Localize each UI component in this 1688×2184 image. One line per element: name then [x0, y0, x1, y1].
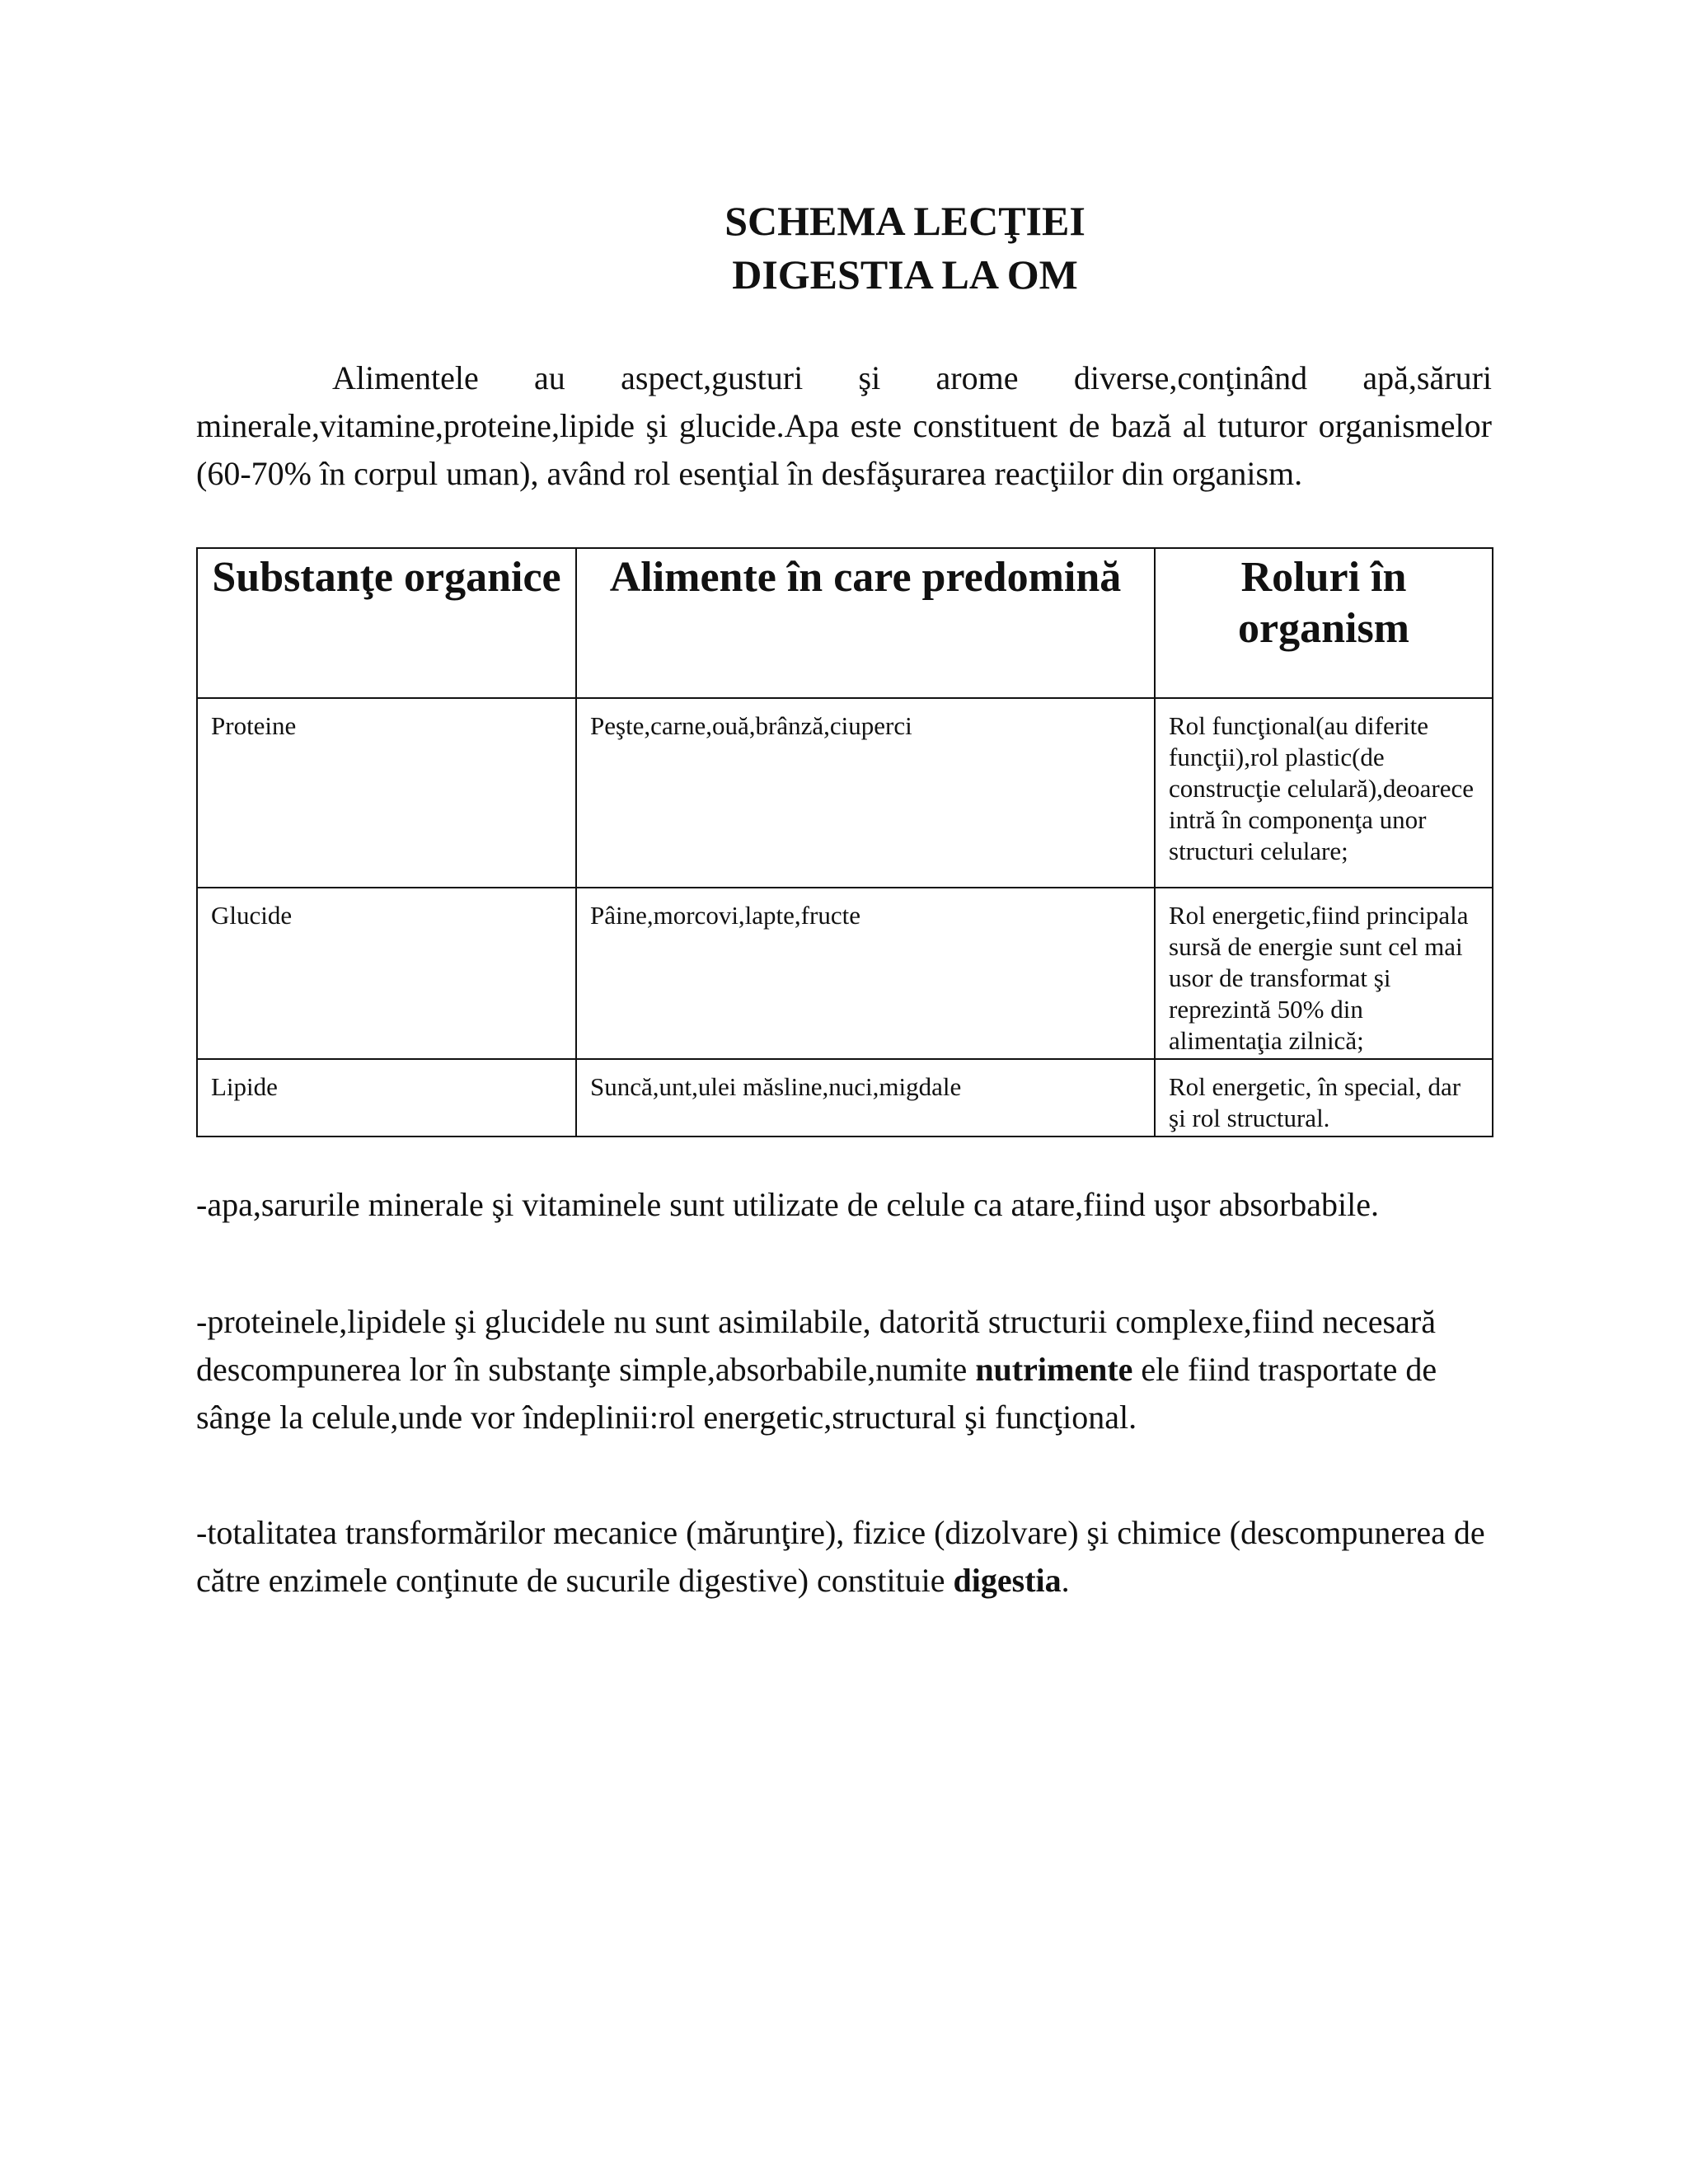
table-row	[197, 1059, 1493, 1137]
note-paragraph-nutrients	[196, 1298, 1492, 1441]
note-paragraph-digestion	[196, 1509, 1492, 1605]
page-subtitle: DIGESTIA LA OM	[732, 251, 1078, 298]
note-text: -proteinele,lipidele şi glucidele nu sunt asimilabile, datorită structurii complexe,fiind necesară descompunerea lor în substanţe simple,absorbabile,numite	[196, 1303, 1436, 1388]
note-text: ele fiind trasportate de sânge la celule,unde vor îndeplinii:rol energetic,structural şi funcţional.	[196, 1351, 1437, 1436]
cell-foods: Peşte,carne,ouă,brânză,ciuperci	[576, 698, 1155, 888]
page-title: SCHEMA LECŢIEI	[724, 198, 1085, 244]
table-row	[197, 888, 1493, 1059]
table-header-row	[197, 548, 1493, 698]
cell-roles: Rol energetic, în special, dar şi rol structural.	[1155, 1059, 1493, 1137]
header-substances: Substanţe organice	[197, 548, 576, 698]
intro-paragraph: Alimentele au aspect,gusturi şi arome diverse,conţinând apă,săruri minerale,vitamine,proteine,lipide şi glucide.Apa este constituent de bază al tuturor organismelor (60-70% în corpul uman), având rol esenţial în desfăşurarea reacţiilor din organism.	[196, 359, 1492, 492]
cell-substance: Lipide	[197, 1059, 576, 1137]
cell-foods: Suncă,unt,ulei măsline,nuci,migdale	[576, 1059, 1155, 1137]
header-roles: Roluri în organism	[1155, 548, 1493, 698]
nutrients-table	[196, 547, 1493, 1137]
term-nutrimente: nutrimente	[975, 1351, 1133, 1388]
cell-roles: Rol funcţional(au diferite funcţii),rol plastic(de construcţie celulară),deoarece intră în componenţa unor structuri celulare;	[1155, 698, 1493, 888]
note-text: .	[1061, 1562, 1070, 1599]
header-foods: Alimente în care predomină	[576, 548, 1155, 698]
term-digestia: digestia	[953, 1562, 1062, 1599]
note-paragraph-absorbable: -apa,sarurile minerale şi vitaminele sunt utilizate de celule ca atare,fiind uşor absorbabile.	[196, 1186, 1379, 1223]
cell-substance: Glucide	[197, 888, 576, 1059]
cell-substance: Proteine	[197, 698, 576, 888]
table-row	[197, 698, 1493, 888]
cell-roles: Rol energetic,fiind principala sursă de energie sunt cel mai usor de transformat şi reprezintă 50% din alimentaţia zilnică;	[1155, 888, 1493, 1059]
cell-foods: Pâine,morcovi,lapte,fructe	[576, 888, 1155, 1059]
note-text: -totalitatea transformărilor mecanice (mărunţire), fizice (dizolvare) şi chimice (descompunerea de către enzimele conţinute de sucurile digestive) constituie	[196, 1514, 1485, 1599]
